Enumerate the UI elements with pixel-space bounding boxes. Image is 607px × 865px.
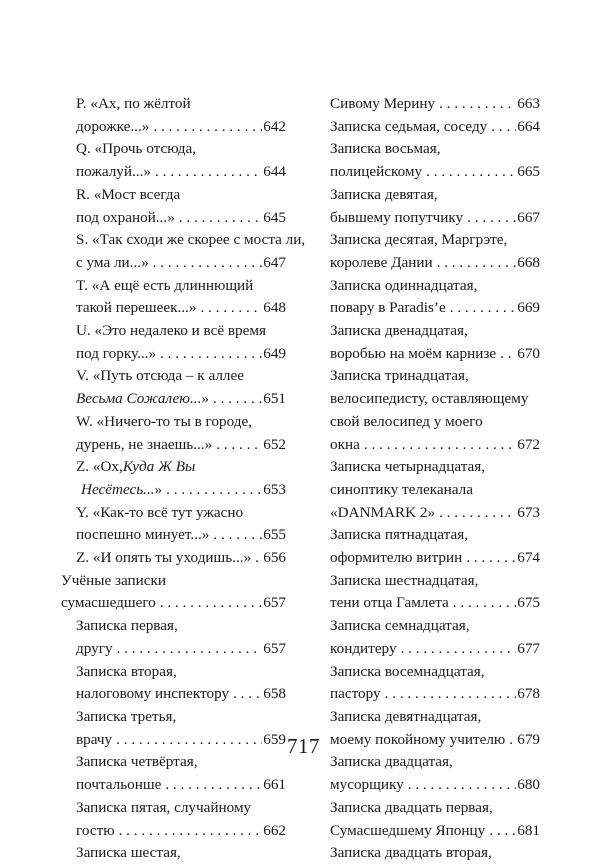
toc-entry xyxy=(330,797,540,842)
toc-entry-line xyxy=(76,661,286,684)
toc-entry-line xyxy=(61,570,286,593)
toc-entry-line xyxy=(76,116,286,139)
toc-entry-line xyxy=(76,252,286,275)
toc-page-number: 649 xyxy=(263,344,286,362)
dot-leader xyxy=(466,547,516,570)
toc-page-number: 655 xyxy=(263,526,286,544)
toc-entry-text: дурень, не знаешь...» xyxy=(76,435,213,453)
toc-entry-text: Записка двадцать вторая, xyxy=(330,844,492,862)
toc-entry xyxy=(330,661,540,706)
toc-entry-line xyxy=(76,706,286,729)
toc-entry-text: оформителю витрин xyxy=(330,549,463,567)
toc-entry-text: дорожке...» xyxy=(76,117,150,135)
toc-page-number: 679 xyxy=(517,730,540,748)
toc-entry-line xyxy=(76,365,286,388)
toc-entry-text: » xyxy=(154,480,163,498)
toc-entry-line xyxy=(76,683,286,706)
dot-leader xyxy=(213,388,262,411)
toc-entry-text: Записка десятая, Маргрэте, xyxy=(330,231,508,249)
toc-page-number: 662 xyxy=(263,821,286,839)
toc-entry-line xyxy=(330,820,540,843)
toc-entry-text: Записка пятнадцатая, xyxy=(330,526,468,544)
dot-leader xyxy=(233,683,262,706)
toc-entry-text: U. «Это недалеко и всё время xyxy=(76,322,266,340)
toc-entry-text: повару в Paradis’e xyxy=(330,299,446,317)
toc-page-number: 658 xyxy=(263,685,286,703)
toc-entry-line xyxy=(76,320,286,343)
page-number: 717 xyxy=(287,734,320,758)
toc-entry-text: синоптику телеканала xyxy=(330,480,473,498)
toc-entry-text: Записка одиннадцатая, xyxy=(330,276,478,294)
toc-entry-text: Z. «Ох, xyxy=(76,458,123,476)
toc-entry-text: Записка девятнадцатая, xyxy=(330,707,482,725)
toc-entry-text: врачу xyxy=(76,730,113,748)
toc-entry-line xyxy=(330,207,540,230)
toc-page-number: 678 xyxy=(517,685,540,703)
toc-entry xyxy=(330,842,540,865)
dot-leader xyxy=(408,774,517,797)
dot-leader xyxy=(213,524,262,547)
toc-entry xyxy=(330,138,540,183)
toc-page-number: 657 xyxy=(263,639,286,657)
toc-entry-line xyxy=(330,161,540,184)
toc-entry-text: Записка шестая, xyxy=(76,844,181,862)
toc-entry-text: «DANMARK 2» xyxy=(330,503,436,521)
toc-entry-line xyxy=(330,797,540,820)
toc-entry-line xyxy=(76,229,306,252)
toc-entry-line xyxy=(330,661,540,684)
toc-entry-line xyxy=(330,138,540,161)
toc-entry xyxy=(76,456,286,501)
toc-page-number: 659 xyxy=(263,730,286,748)
toc-entry-text: Z. «И опять ты уходишь...» xyxy=(76,549,252,567)
toc-entry-text: под охраной...» xyxy=(76,208,175,226)
toc-entry-line xyxy=(330,774,540,797)
toc-entry-text: Сивому Мерину xyxy=(330,95,436,112)
toc-entry-line xyxy=(76,275,286,298)
toc-page-number: 664 xyxy=(517,117,540,135)
toc-entry-line xyxy=(330,365,540,388)
dot-leader xyxy=(200,297,262,320)
toc-entry-text: мусорщику xyxy=(330,776,404,794)
toc-entry-line xyxy=(76,456,286,479)
toc-entry-text: кондитеру xyxy=(330,639,397,657)
toc-entry-line xyxy=(330,434,540,457)
toc-entry-line xyxy=(76,820,286,843)
dot-leader xyxy=(364,434,516,457)
toc-entry-text: W. «Ничего-то ты в городе, xyxy=(76,412,252,430)
toc-entry-line xyxy=(330,388,540,411)
toc-entry-line xyxy=(76,502,286,525)
toc-entry-line xyxy=(76,388,286,411)
toc-entry-text: такой перешеек...» xyxy=(76,299,197,317)
toc-entry xyxy=(61,570,286,615)
toc-entry-text: Сумасшедшему Японцу xyxy=(330,821,486,839)
toc-entry-line xyxy=(330,683,540,706)
toc-entry-line xyxy=(76,161,286,184)
toc-entry xyxy=(330,570,540,615)
toc-page-number: 669 xyxy=(517,299,540,317)
toc-entry-line xyxy=(330,706,540,729)
toc-page-number: 645 xyxy=(263,208,286,226)
toc-entry-line xyxy=(330,252,540,275)
toc-entry xyxy=(330,184,540,229)
toc-entry-line xyxy=(330,343,540,366)
toc-entry-line xyxy=(76,638,286,661)
toc-entry-text: поспешно минует...» xyxy=(76,526,210,544)
toc-entry-text: Записка двенадцатая, xyxy=(330,322,468,340)
toc-entry-line xyxy=(330,93,540,116)
toc-entry xyxy=(330,365,540,456)
toc-entry xyxy=(76,411,286,456)
dot-leader xyxy=(117,638,263,661)
toc-entry xyxy=(76,184,286,229)
toc-entry-text: Записка вторая, xyxy=(76,662,177,680)
toc-entry-text: Записка восемнадцатая, xyxy=(330,662,485,680)
toc-page-number: 651 xyxy=(263,390,286,408)
toc-entry xyxy=(76,502,286,547)
toc-page-number: 642 xyxy=(263,117,286,135)
toc-entry-line xyxy=(330,502,540,525)
toc-page-number: 665 xyxy=(517,163,540,181)
toc-entry xyxy=(76,842,286,865)
toc-entry xyxy=(330,456,540,524)
toc-entry-line xyxy=(76,524,286,547)
toc-entry-line xyxy=(76,797,286,820)
toc-entry-text: V. «Путь отсюда – к аллее xyxy=(76,367,244,385)
toc-entry-text: R. «Мост всегда xyxy=(76,185,181,203)
toc-entry-text: тени отца Гамлета xyxy=(330,594,449,612)
toc-entry-text: Записка четырнадцатая, xyxy=(330,458,486,476)
toc-entry-line xyxy=(76,184,286,207)
toc-entry-text: под горку...» xyxy=(76,344,157,362)
toc-page-number: 661 xyxy=(263,776,286,794)
toc-entry-text: Учёные записки xyxy=(61,571,167,589)
toc-entry-text: » xyxy=(201,390,209,408)
toc-page-number: 680 xyxy=(517,776,540,794)
toc-entry-text: полицейскому xyxy=(330,163,423,181)
toc-entry-line xyxy=(61,592,286,615)
toc-entry-text: Q. «Прочь отсюда, xyxy=(76,140,197,158)
toc-entry-text: Записка четвёртая, xyxy=(76,753,198,771)
toc-entry-line xyxy=(330,524,540,547)
toc-page-number: 668 xyxy=(517,253,540,271)
toc-entry-text: P. «Ах, по жёлтой xyxy=(76,95,191,112)
toc-entry-text: Куда Ж Вы xyxy=(122,458,196,476)
dot-leader xyxy=(450,297,517,320)
toc-page-number: 681 xyxy=(517,821,540,839)
dot-leader xyxy=(160,592,262,615)
toc-page-number: 652 xyxy=(263,435,286,453)
toc-entry-text: Записка шестнадцатая, xyxy=(330,571,479,589)
toc-entry xyxy=(330,116,540,139)
toc-entry-line xyxy=(76,434,286,457)
toc-page-number: 672 xyxy=(517,435,540,453)
dot-leader xyxy=(153,252,263,275)
toc-entry-line xyxy=(330,842,540,865)
dot-leader xyxy=(401,638,517,661)
toc-page-number: 653 xyxy=(263,480,286,498)
toc-entry-line xyxy=(76,842,286,865)
toc-entry-line xyxy=(330,547,540,570)
toc-entry xyxy=(330,524,540,569)
toc-entry-text: с ума ли...» xyxy=(76,253,149,271)
toc-entry-text: пожалуй...» xyxy=(76,163,151,181)
dot-leader xyxy=(426,161,516,184)
toc-entry-line xyxy=(76,138,286,161)
toc-entry xyxy=(330,275,540,320)
toc-page-number: 656 xyxy=(263,549,286,567)
toc-entry-text: королеве Дании xyxy=(330,253,433,271)
toc-entry xyxy=(76,615,286,660)
toc-entry-line xyxy=(76,479,286,502)
toc-entry-line xyxy=(330,479,540,502)
toc-page-number: 657 xyxy=(263,594,286,612)
dot-leader xyxy=(439,93,516,116)
toc-entry-line xyxy=(76,411,286,434)
toc-page-number: 667 xyxy=(517,208,540,226)
toc-entry-line xyxy=(330,320,540,343)
toc-page-number: 674 xyxy=(517,549,540,567)
dot-leader xyxy=(216,434,262,457)
dot-leader xyxy=(439,502,516,525)
toc-page-number: 647 xyxy=(263,253,286,271)
toc-entry-text: Записка седьмая, соседу xyxy=(330,117,488,135)
toc-entry-text: Записка первая, xyxy=(76,617,178,635)
toc-entry-line xyxy=(330,116,540,139)
dot-leader xyxy=(160,343,262,366)
toc-entry-line xyxy=(330,592,540,615)
toc-entry xyxy=(76,797,286,842)
toc-entry-text: свой велосипед у моего xyxy=(330,412,483,430)
dot-leader xyxy=(119,820,263,843)
toc-entry xyxy=(76,661,286,706)
toc-entry-text: окна xyxy=(330,435,360,453)
toc-entry xyxy=(330,229,540,274)
dot-leader xyxy=(500,343,516,366)
dot-leader xyxy=(489,820,516,843)
toc-entry xyxy=(76,93,286,138)
toc-entry-text: бывшему попутчику xyxy=(330,208,464,226)
toc-entry-line xyxy=(76,343,286,366)
toc-entry xyxy=(76,320,286,365)
toc-entry-text: Записка двадцать первая, xyxy=(330,798,493,816)
dot-leader xyxy=(179,207,262,230)
toc-entry-text: Записка пятая, случайному xyxy=(76,798,252,816)
toc-entry-text: воробью на моём карнизе xyxy=(330,344,497,362)
toc-entry-line xyxy=(330,570,540,593)
toc-entry-line xyxy=(330,411,540,434)
toc-entry-line xyxy=(76,547,286,570)
toc-page-number: 673 xyxy=(517,503,540,521)
toc-entry-text: пастору xyxy=(330,685,381,703)
toc-entry xyxy=(76,547,286,570)
toc-entry xyxy=(76,229,306,274)
toc-entry-line xyxy=(76,93,286,116)
dot-leader xyxy=(153,116,262,139)
dot-leader xyxy=(385,683,517,706)
toc-entry-text: Весьма Сожалею... xyxy=(76,390,202,408)
toc-page-number: 648 xyxy=(263,299,286,317)
toc-entry-text: Записка девятая, xyxy=(330,185,438,203)
dot-leader xyxy=(255,547,262,570)
toc-entry-text: Несётесь... xyxy=(81,480,155,498)
toc-entry-text: почтальонше xyxy=(76,776,162,794)
dot-leader xyxy=(467,207,516,230)
toc-entry-text: Записка двадцатая, xyxy=(330,753,453,771)
toc-entry-line xyxy=(330,456,540,479)
toc-entry xyxy=(330,615,540,660)
toc-entry-text: моему покойному учителю xyxy=(330,730,506,748)
toc-entry-line xyxy=(330,229,540,252)
toc-entry-text: гостю xyxy=(76,821,115,839)
dot-leader xyxy=(491,116,516,139)
toc-entry-text: Записка третья, xyxy=(76,707,177,725)
toc-entry-text: сумасшедшего xyxy=(61,594,156,612)
toc-entry-line xyxy=(76,207,286,230)
toc-entry-line xyxy=(330,275,540,298)
toc-entry xyxy=(76,138,286,183)
toc-page-number: 663 xyxy=(517,95,540,112)
toc-entry-line xyxy=(330,297,540,320)
toc-entry-text: другу xyxy=(76,639,113,657)
toc-page-number: 644 xyxy=(263,163,286,181)
toc-entry xyxy=(76,275,286,320)
toc-entry-text: Y. «Как-то всё тут ужасно xyxy=(76,503,244,521)
dot-leader xyxy=(453,592,516,615)
toc-entry-text: Записка тринадцатая, xyxy=(330,367,469,385)
toc-entry xyxy=(330,320,540,365)
toc-entry-text: Записка восьмая, xyxy=(330,140,441,158)
toc-entry-text: T. «А ещё есть длиннющий xyxy=(76,276,254,294)
toc-entry-line xyxy=(76,774,286,797)
toc-entry-text: S. «Так сходи же скорее с моста ли, xyxy=(76,231,306,249)
toc-entry-line xyxy=(76,297,286,320)
toc-entry-line xyxy=(330,638,540,661)
dot-leader xyxy=(437,252,517,275)
toc-page-number: 677 xyxy=(517,639,540,657)
dot-leader xyxy=(155,161,262,184)
toc-entry-line xyxy=(330,615,540,638)
toc-entry-text: Записка семнадцатая, xyxy=(330,617,470,635)
toc-entry-line xyxy=(76,615,286,638)
toc-page-number: 670 xyxy=(517,344,540,362)
toc-entry-line xyxy=(330,184,540,207)
toc-entry-text: налоговому инспектору xyxy=(76,685,230,703)
toc-entry-text: велосипедисту, оставляющему xyxy=(330,390,529,408)
toc-entry xyxy=(76,365,286,410)
dot-leader xyxy=(166,479,262,502)
toc-entry xyxy=(330,93,540,116)
dot-leader xyxy=(165,774,262,797)
toc-page-number: 675 xyxy=(517,594,540,612)
